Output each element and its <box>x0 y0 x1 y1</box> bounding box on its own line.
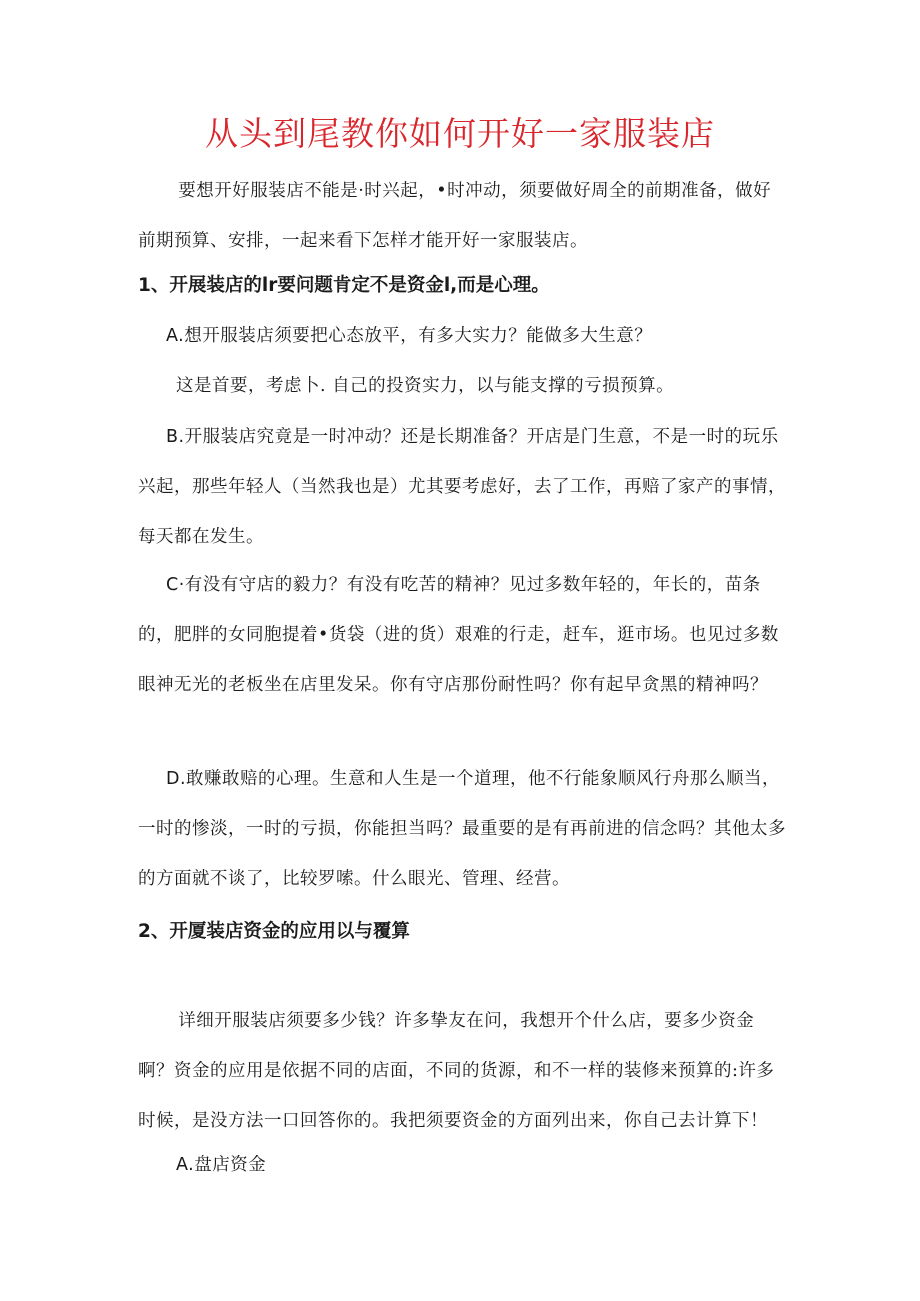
section-2-heading: 2、开厦装店资金的应用以与覆算 <box>138 921 410 942</box>
section-1-item-a <box>166 311 786 361</box>
item-d-label: D. <box>166 769 187 789</box>
section-1-heading: 1、开展装店的lr要问题肯定不是资金l,而是心理。 <box>138 275 550 296</box>
section-1-item-c <box>138 560 786 710</box>
section-1-item-d <box>138 754 786 904</box>
section-1-item-b <box>138 412 786 562</box>
item-b-label: B. <box>166 427 185 447</box>
item-c-label: C· <box>166 575 185 595</box>
document-title: 从头到尾教你如何开好一家服装店 <box>205 114 715 153</box>
item-c-text: 有没有守店的毅力？有没有吃苦的精神？见过多数年轻的，年长的，苗条的，肥胖的女同胞提着•货袋（进的货）艰难的行走，赶车，逛市场。也见过多数眼神无光的老板坐在店里发呆。你有守店那份耐性吗？你有起早贪黑的精神吗？ <box>138 575 779 695</box>
item-d-text: 敢赚敢赔的心理。生意和人生是一个道理，他不行能象顺风行舟那么顺当，一时的惨淡，一时的亏损，你能担当吗？最重要的是有再前进的信念吗？其他太多的方面就不谈了，比较罗嗦。什么眼光、管理、经营。 <box>138 769 786 889</box>
item-b-text: 开服装店究竟是一时冲动？还是长期准备？开店是门生意，不是一时的玩乐兴起，那些年轻人（当然我也是）尤其要考虑好，去了工作，再赔了家产的事情，每天都在发生。 <box>138 427 786 547</box>
section-2-item-a <box>176 1140 786 1190</box>
item-a2-text: 盘店资金 <box>194 1155 267 1175</box>
item-a-text: 想开服装店须要把心态放平，有多大实力？能做多大生意？ <box>184 326 653 346</box>
intro-paragraph: 要想开好服装店不能是·时兴起，•时冲动，须要做好周全的前期准备，做好前期预算、安排，一起来看下怎样才能开好一家服装店。 <box>138 181 772 251</box>
section-2-paragraph: 详细开服装店须要多少钱？许多挚友在问，我想开个什么店，要多少资金啊？资金的应用是依据不同的店面，不同的货源，和不一样的装修来预算的:许多时候，是没方法一口回答你的。我把须要资金的方面列出来，你自己去计算下！ <box>138 1011 775 1131</box>
item-a2-label: A. <box>176 1155 195 1175</box>
item-a-label: A. <box>166 326 185 346</box>
section-1-item-a-note: 这是首要，考虑卜. 自己的投资实力，以与能支撑的亏损预算。 <box>176 376 675 396</box>
